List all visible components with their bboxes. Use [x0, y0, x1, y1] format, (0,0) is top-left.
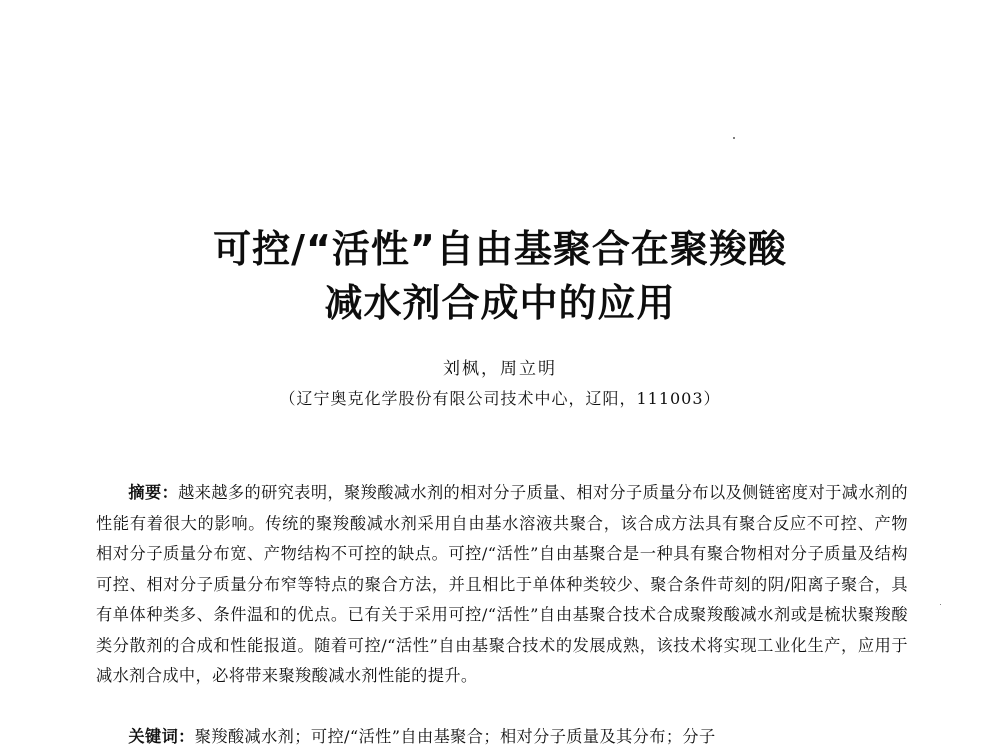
paper-title-line-1: 可控/“活性”自由基聚合在聚羧酸 [213, 227, 787, 271]
abstract-section [96, 478, 908, 692]
keywords-body: 聚羧酸减水剂；可控/“活性”自由基聚合；相对分子质量及其分布；分子 [194, 727, 716, 746]
author-affiliation: （辽宁奥克化学股份有限公司技术中心，辽阳，111003） [279, 389, 721, 408]
keywords-section [96, 722, 908, 752]
keywords-label: 关键词： [128, 727, 195, 746]
scan-speck [733, 137, 735, 139]
author-list: 刘枫，周立明 [443, 359, 557, 379]
scan-speck [940, 604, 941, 605]
paper-title-line-2: 减水剂合成中的应用 [324, 281, 676, 325]
abstract-label: 摘要： [128, 483, 179, 502]
abstract-body: 越来越多的研究表明，聚羧酸减水剂的相对分子质量、相对分子质量分布以及侧链密度对于减水剂的性能有着很大的影响。传统的聚羧酸减水剂采用自由基水溶液共聚合，该合成方法具有聚合反应不可控、产物相对分子质量分布宽、产物结构不可控的缺点。可控/“活性”自由基聚合是一种具有聚合物相对分子质量及结构可控、相对分子质量分布窄等特点的聚合方法，并且相比于单体种类较少、聚合条件苛刻的阴/阳离子聚合，具有单体种类多、条件温和的优点。已有关于采用可控/“活性”自由基聚合技术合成聚羧酸减水剂或是梳状聚羧酸类分散剂的合成和性能报道。随着可控/“活性”自由基聚合技术的发展成熟，该技术将实现工业化生产，应用于减水剂合成中，必将带来聚羧酸减水剂性能的提升。 [96, 483, 909, 685]
